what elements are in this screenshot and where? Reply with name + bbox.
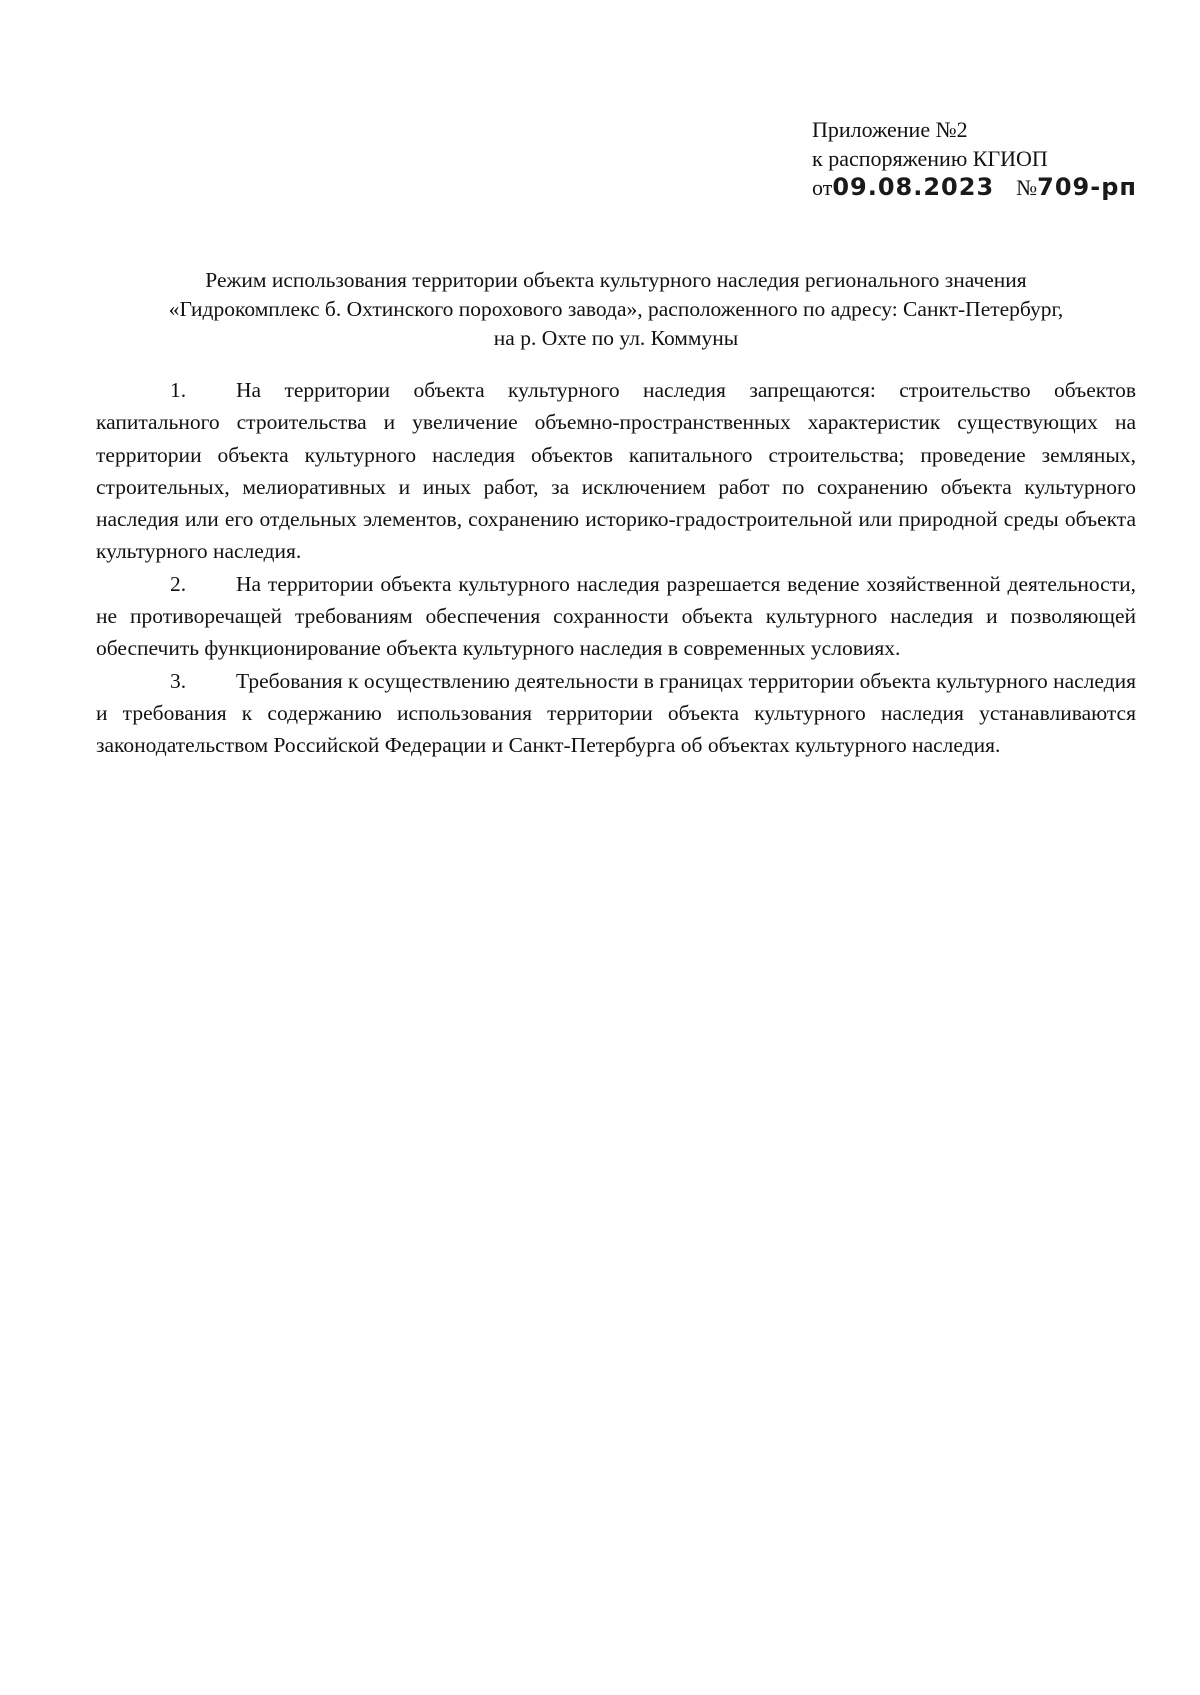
number-prefix: № — [1016, 175, 1038, 200]
document-body — [96, 374, 1136, 762]
paragraph-number: 3. — [170, 668, 187, 693]
paragraph-number: 2. — [170, 571, 187, 596]
title-line-1: Режим использования территории объекта культурного наследия регионального значения — [205, 268, 1027, 292]
paragraph-1 — [96, 374, 1136, 568]
paragraph-3 — [96, 665, 1136, 762]
date-prefix: от — [812, 175, 833, 200]
document-title — [96, 266, 1136, 353]
handwritten-number: 709-рп — [1037, 173, 1137, 201]
paragraph-text: На территории объекта культурного наследия запрещаются: строительство объектов капитального строительства и увеличение объемно-пространственных характеристик существующих на территории объекта культурного наследия объектов капитального строительства; проведение земляных, строительных, мелиоративных и иных работ, за исключением работ по сохранению объекта культурного наследия или его отдельных элементов, сохранению историко-градостроительной или природной среды объекта культурного наследия. — [96, 378, 1136, 564]
paragraph-number: 1. — [170, 378, 187, 402]
handwritten-date: 09.08.2023 — [832, 173, 995, 201]
order-reference: к распоряжению КГИОП — [812, 146, 1048, 171]
order-date-number — [812, 173, 1137, 202]
appendix-label: Приложение №2 — [812, 117, 968, 142]
appendix-header — [812, 115, 1137, 202]
paragraph-2 — [96, 568, 1136, 665]
paragraph-text: На территории объекта культурного наследия разрешается ведение хозяйственной деятельности, не противоречащей требованиям обеспечения сохранности объекта культурного наследия и позволяющей обеспечить функционирование объекта культурного наследия в современных условиях. — [96, 571, 1136, 661]
paragraph-text: Требования к осуществлению деятельности в границах территории объекта культурного наследия и требования к содержанию использования территории объекта культурного наследия устанавливаются законодательством Российской Федерации и Санкт-Петербурга об объектах культурного наследия. — [96, 668, 1136, 758]
title-line-2: «Гидрокомплекс б. Охтинского порохового завода», расположенного по адресу: Санкт-Петербург, — [168, 297, 1064, 321]
title-line-3: на р. Охте по ул. Коммуны — [493, 326, 739, 350]
